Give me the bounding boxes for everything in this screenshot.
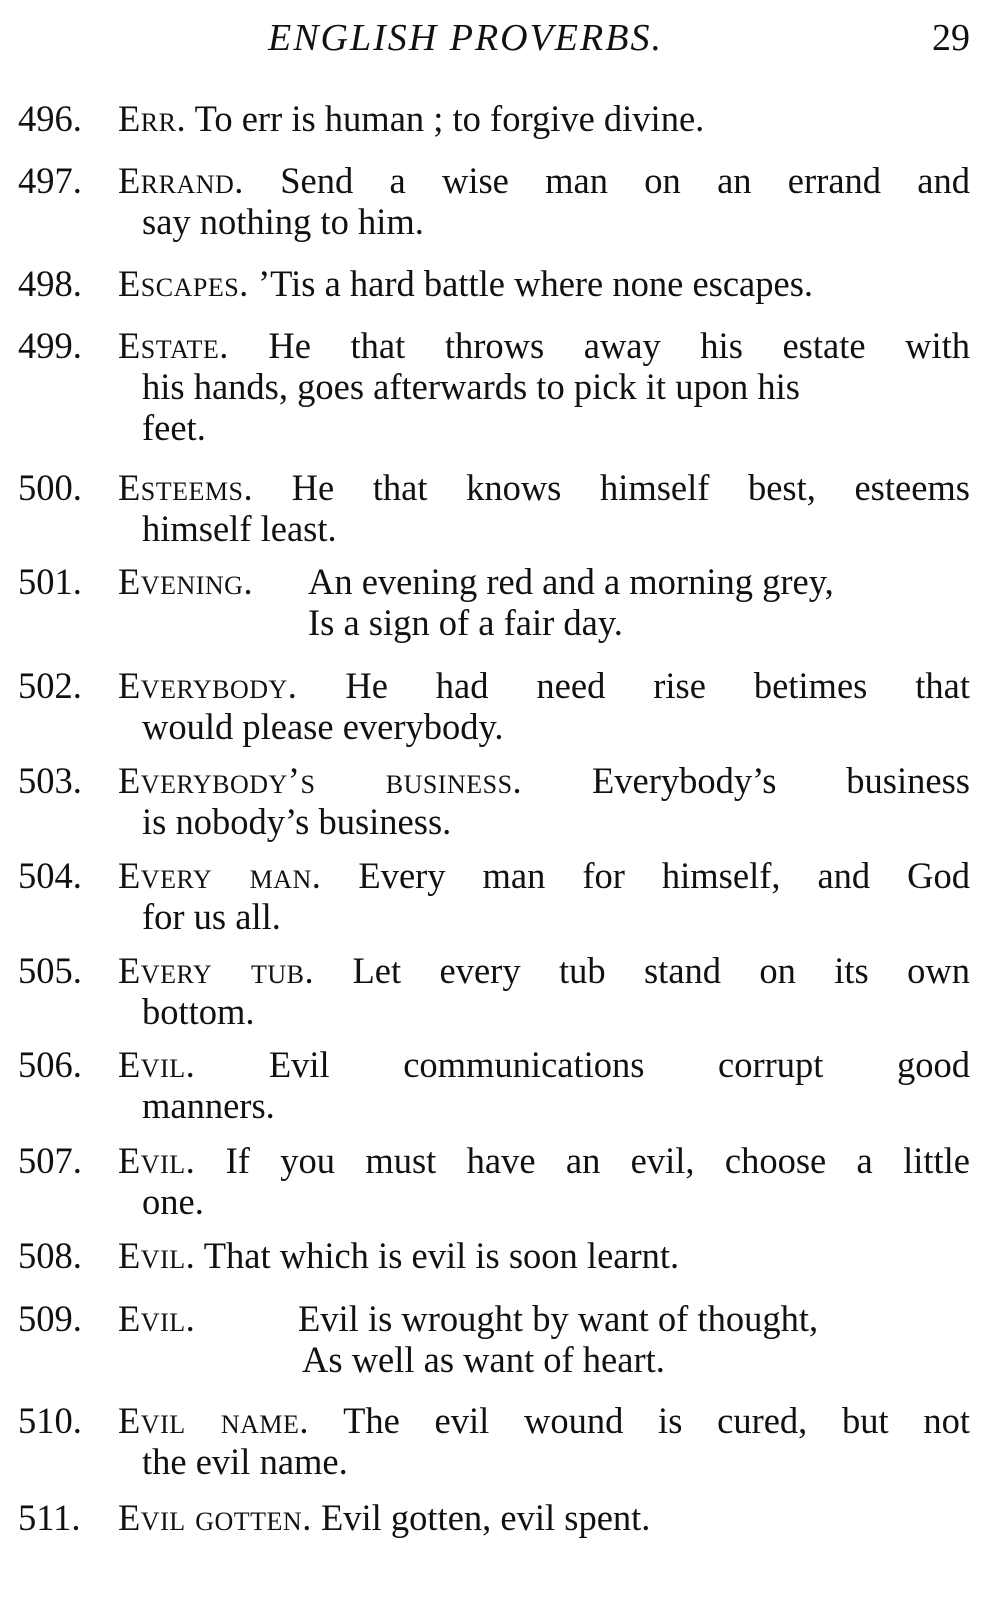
- entry-keyword: Evil.: [118, 1298, 196, 1339]
- entry-line: his hands, goes afterwards to pick it upon his: [142, 366, 800, 407]
- entry-keyword: Everybody’s business.: [118, 760, 523, 801]
- entry-text: [118, 98, 970, 139]
- entry-number: 499.: [18, 325, 82, 366]
- entry-number: 506.: [18, 1044, 82, 1085]
- entry-line: Let every tub stand on its own: [352, 950, 970, 991]
- entry-text: [118, 160, 970, 242]
- entry-keyword: Evil.: [118, 1140, 196, 1181]
- entry-keyword: Every tub.: [118, 950, 315, 991]
- entry-line: Evil gotten, evil spent.: [320, 1497, 651, 1538]
- entry-line: one.: [142, 1181, 204, 1222]
- entry-line: Send a wise man on an errand and: [280, 160, 970, 201]
- entry-line: Every man for himself, and God: [358, 855, 970, 896]
- entry-number: 510.: [18, 1400, 82, 1441]
- entry-number: 504.: [18, 855, 82, 896]
- entry-line: ’Tis a hard battle where none escapes.: [257, 263, 814, 304]
- entry-line: would please everybody.: [142, 706, 504, 747]
- entry-line: That which is evil is soon learnt.: [203, 1235, 680, 1276]
- entry-text: [118, 561, 970, 643]
- entry-line: himself least.: [142, 508, 337, 549]
- entry-line: bottom.: [142, 991, 255, 1032]
- running-header: [0, 14, 1000, 64]
- entry-keyword: Evil.: [118, 1044, 196, 1085]
- entry-line: say nothing to him.: [142, 201, 424, 242]
- entry-keyword: Escapes.: [118, 263, 249, 304]
- entry-line: An evening red and a morning grey,: [308, 561, 834, 602]
- entry-text: [118, 665, 970, 747]
- entry-line: To err is human ; to forgive divine.: [194, 98, 705, 139]
- entry-keyword: Everybody.: [118, 665, 298, 706]
- entry-keyword: Esteems.: [118, 467, 254, 508]
- entry-number: 500.: [18, 467, 82, 508]
- entry-number: 511.: [18, 1497, 81, 1538]
- entry-line: is nobody’s business.: [142, 801, 452, 842]
- entry-number: 497.: [18, 160, 82, 201]
- entry-text: [118, 1298, 970, 1380]
- entry-text: [118, 1044, 970, 1126]
- entry-number: 505.: [18, 950, 82, 991]
- entry-line: The evil wound is cured, but not: [343, 1400, 970, 1441]
- entry-line: the evil name.: [142, 1441, 348, 1482]
- entry-line: As well as want of heart.: [302, 1339, 665, 1380]
- entry-line: He that throws away his estate with: [268, 325, 970, 366]
- entry-text: [118, 1497, 970, 1538]
- entry-keyword: Errand.: [118, 160, 244, 201]
- entry-number: 498.: [18, 263, 82, 304]
- entry-text: [118, 855, 970, 937]
- entry-number: 507.: [18, 1140, 82, 1181]
- entry-text: [118, 467, 970, 549]
- entry-text: [118, 1140, 970, 1222]
- entry-number: 502.: [18, 665, 82, 706]
- entry-number: 509.: [18, 1298, 82, 1339]
- entry-line: manners.: [142, 1085, 275, 1126]
- entry-line: feet.: [142, 407, 206, 448]
- entry-keyword: Evil name.: [118, 1400, 310, 1441]
- entry-keyword: Err.: [118, 98, 187, 139]
- entry-line: If you must have an evil, choose a little: [225, 1140, 970, 1181]
- entry-keyword: Evil gotten.: [118, 1497, 312, 1538]
- entry-text: [118, 1235, 970, 1276]
- entry-line: Evil is wrought by want of thought,: [298, 1298, 819, 1339]
- entry-keyword: Evening.: [118, 561, 254, 602]
- entry-text: [118, 950, 970, 1032]
- running-title: ENGLISH PROVERBS.: [268, 17, 663, 59]
- entry-line: He had need rise betimes that: [345, 665, 970, 706]
- entry-number: 508.: [18, 1235, 82, 1276]
- entry-line: Is a sign of a fair day.: [308, 602, 623, 643]
- entry-text: [118, 325, 970, 448]
- entry-number: 503.: [18, 760, 82, 801]
- entry-number: 501.: [18, 561, 82, 602]
- entry-keyword: Evil.: [118, 1235, 196, 1276]
- entry-keyword: Estate.: [118, 325, 229, 366]
- entry-line: He that knows himself best, esteems: [291, 467, 970, 508]
- entry-line: Everybody’s business: [591, 760, 970, 801]
- entry-text: [118, 1400, 970, 1482]
- entry-text: [118, 263, 970, 304]
- entry-keyword: Every man.: [118, 855, 322, 896]
- entry-line: for us all.: [142, 896, 281, 937]
- entry-text: [118, 760, 970, 842]
- page-number: 29: [932, 17, 970, 59]
- entry-line: Evil communications corrupt good: [268, 1044, 970, 1085]
- entry-number: 496.: [18, 98, 82, 139]
